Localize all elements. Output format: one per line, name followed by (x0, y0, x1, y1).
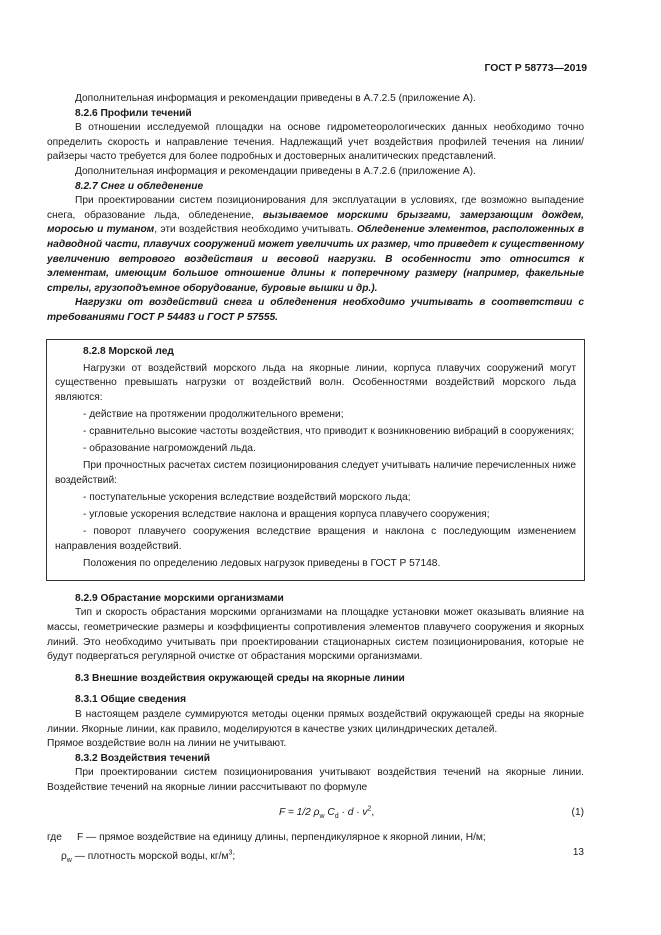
rho-symbol: ρ (61, 851, 67, 863)
section-heading-8-2-7: 8.2.7 Снег и обледенение (75, 180, 204, 192)
subscript: w (66, 857, 72, 865)
paragraph: Тип и скорость обрастания морскими организмами на площадке установки может оказывать влияние на массы, геометрические размеры и коэффициенты сопротивления элементов плавучего сооружения и якорных линий. Это необходимо учитывать при проектировании стационарных систем позиционирования, которые не будут подвергаться регулярной очистке от обрастания морскими организмами. (47, 607, 584, 663)
f-definition: F — прямое воздействие на единицу длины, перпендикулярное к якорной линии, Н/м; (77, 831, 486, 843)
formula-number: (1) (571, 806, 584, 818)
paragraph-snow-ice (47, 194, 584, 296)
page-content (47, 92, 584, 865)
emphasis-text: Обледенение элементов, расположенных в надводной части, плавучих сооружений может увеличить их размер, что приведет к существенному увеличению ветрового воздействия и весовой нагрузки. В особенности это относится к элементам, имеющим большое отношение длины к поперечному размеру (например, факельные стрелы, грузоподъемное оборудование, буровые вышки и др.). (47, 224, 585, 294)
superscript: 3 (228, 849, 233, 857)
section-heading-8-2-6: 8.2.6 Профили течений (75, 107, 192, 119)
section-heading-8-2-9: 8.2.9 Обрастание морскими организмами (75, 592, 284, 604)
emphasis-text: вызываемое морскими брызгами, замерзающим дождем, моросью и туманом (47, 209, 584, 236)
removed-text-box (46, 339, 585, 581)
list-item: - поступательные ускорения вследствие воздействий морского льда; (83, 491, 411, 503)
paragraph: Дополнительная информация и рекомендации приведены в А.7.2.5 (приложение А). (75, 93, 476, 104)
list-item: - действие на протяжении продолжительного времени; (83, 408, 344, 420)
formula-1 (47, 806, 584, 822)
subscript: w (319, 812, 325, 820)
subscript: d (334, 812, 339, 820)
paragraph: Прямое воздействие волн на линии не учитывают. (47, 738, 287, 750)
paragraph: Нагрузки от воздействий морского льда на якорные линии, корпуса плавучих сооружений могут существенно превышать нагрузки от воздействий волн. Особенностями воздействий морского льда являются: (55, 362, 576, 403)
paragraph: Дополнительная информация и рекомендации приведены в А.7.2.6 (приложение А). (75, 165, 476, 177)
formula-end: , (371, 806, 375, 818)
list-item: - угловые ускорения вследствие наклона и вращения корпуса плавучего сооружения; (83, 508, 490, 520)
text-run: , эти воздействия необходимо учитывать. (154, 224, 357, 236)
section-heading-8-3: 8.3 Внешние воздействия окружающей среды на якорные линии (75, 672, 405, 684)
document-id: ГОСТ Р 58773—2019 (484, 63, 587, 74)
section-heading-8-3-1: 8.3.1 Общие сведения (75, 694, 187, 706)
paragraph: В отношении исследуемой площадки на основе гидрометеорологических данных необходимо точно определить скорость и направление течения. Надлежащий учет воздействия профилей течения на линии/райзеры часто требуется для более подробных и достоверных аналитических представлений. (47, 122, 584, 163)
page-number: 13 (572, 847, 584, 858)
where-f-definition (47, 831, 584, 846)
section-heading-8-3-2: 8.3.2 Воздействия течений (75, 752, 211, 764)
formula-lhs: F = 1/2 ρ (279, 806, 320, 818)
paragraph: При проектировании систем позиционирования учитывают воздействия течений на якорные линии. Воздействие течений на якорные линии рассчитывают по формуле (47, 767, 584, 793)
list-item: - поворот плавучего сооружения вследствие вращения и наклона с последующим изменением направления воздействий. (55, 526, 576, 552)
text-run: При проектировании систем позиционирования для эксплуатации в условиях, где возможно выпадение снега, образование льда, обледенение, (47, 195, 584, 221)
formula-expression (279, 806, 374, 821)
rho-end: ; (232, 851, 236, 863)
where-rho-definition (47, 850, 584, 865)
list-item: - сравнительно высокие частоты воздействия, что приводит к возникновению вибраций в сооружениях; (83, 425, 575, 437)
paragraph: При прочностных расчетах систем позиционирования следует учитывать наличие перечисленных ниже воздействий: (55, 460, 576, 486)
superscript: 2 (367, 805, 372, 813)
paragraph: В настоящем разделе суммируются методы оценки прямых воздействий окружающей среды на якорные линии. Якорные линии, как правило, моделируются в качестве узких цилиндрических деталей. (47, 708, 584, 735)
section-heading-8-2-8: 8.2.8 Морской лед (83, 345, 174, 357)
paragraph: Положения по определению ледовых нагрузок приведены в ГОСТ Р 57148. (83, 557, 441, 569)
rho-definition: — плотность морской воды, кг/м (71, 851, 229, 863)
paragraph-emphasis: Нагрузки от воздействий снега и обледенения необходимо учитывать в соответствии с требованиями ГОСТ Р 54483 и ГОСТ Р 57555. (47, 297, 584, 323)
formula-rest: · d · v (338, 806, 368, 818)
where-label: где (47, 831, 62, 843)
list-item: - образование нагромождений льда. (83, 443, 256, 455)
formula-c: C (324, 806, 335, 818)
